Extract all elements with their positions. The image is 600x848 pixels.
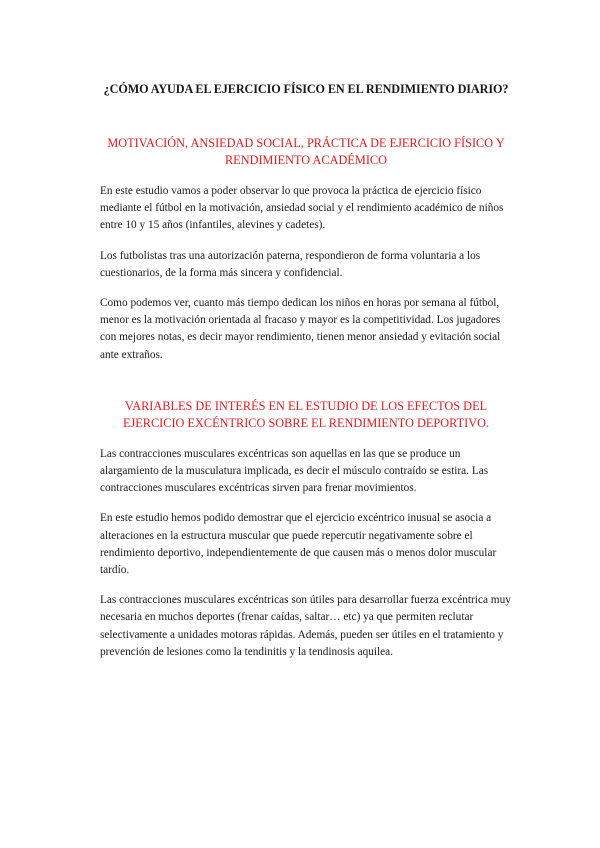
paragraph: Las contracciones musculares excéntricas son útiles para desarrollar fuerza excéntrica muy necesaria en muchos deportes (frenar caídas, saltar… etc) ya que permiten reclutar selectivamente a unidades motoras rápidas. Además, pueden ser útiles en el tratamiento y prevención de lesiones como la tendinitis y la tendinosis aquilea. — [100, 594, 511, 658]
paragraph: Las contracciones musculares excéntricas son aquellas en las que se produce un alargamiento de la musculatura implicada, es decir el músculo contraído se estira. Las contracciones musculares excéntricas sirven para frenar movimientos. — [100, 447, 489, 495]
section-heading: MOTIVACIÓN, ANSIEDAD SOCIAL, PRÁCTICA DE EJERCICIO FÍSICO Y RENDIMIENTO ACADÉMICO — [107, 136, 505, 167]
document-title: ¿CÓMO AYUDA EL EJERCICIO FÍSICO EN EL RENDIMIENTO DIARIO? — [103, 82, 509, 96]
paragraph: En este estudio hemos podido demostrar que el ejercicio excéntrico inusual se asocia a alteraciones en la estructura muscular que puede repercutir negativamente sobre el rendimiento deportivo, independientemente de que causen más o menos dolor muscular tardío. — [100, 512, 497, 577]
section-heading: VARIABLES DE INTERÉS EN EL ESTUDIO DE LOS EFECTOS DEL EJERCICIO EXCÉNTRICO SOBRE EL RENDIMIENTO DEPORTIVO. — [122, 398, 490, 430]
paragraph: Los futbolistas tras una autorización paterna, respondieron de forma voluntaria a los cuestionarios, de la forma más sincera y confidencial. — [100, 249, 481, 279]
section-eccentric-exercise — [100, 398, 512, 661]
paragraph: Como podemos ver, cuanto más tiempo dedican los niños en horas por semana al fútbol, menor es la motivación orientada al fracaso y mayor es la competitividad. Los jugadores con mejores notas, es decir mayor rendimiento, tienen menor ansiedad y evitación social ante extraños. — [100, 297, 501, 361]
paragraph: En este estudio vamos a poder observar lo que provoca la práctica de ejercicio físico mediante el fútbol en la motivación, ansiedad social y el rendimiento académico de niños entre 10 y 15 años (infantiles, alevines y cadetes). — [100, 185, 504, 232]
section-motivation — [100, 135, 512, 364]
